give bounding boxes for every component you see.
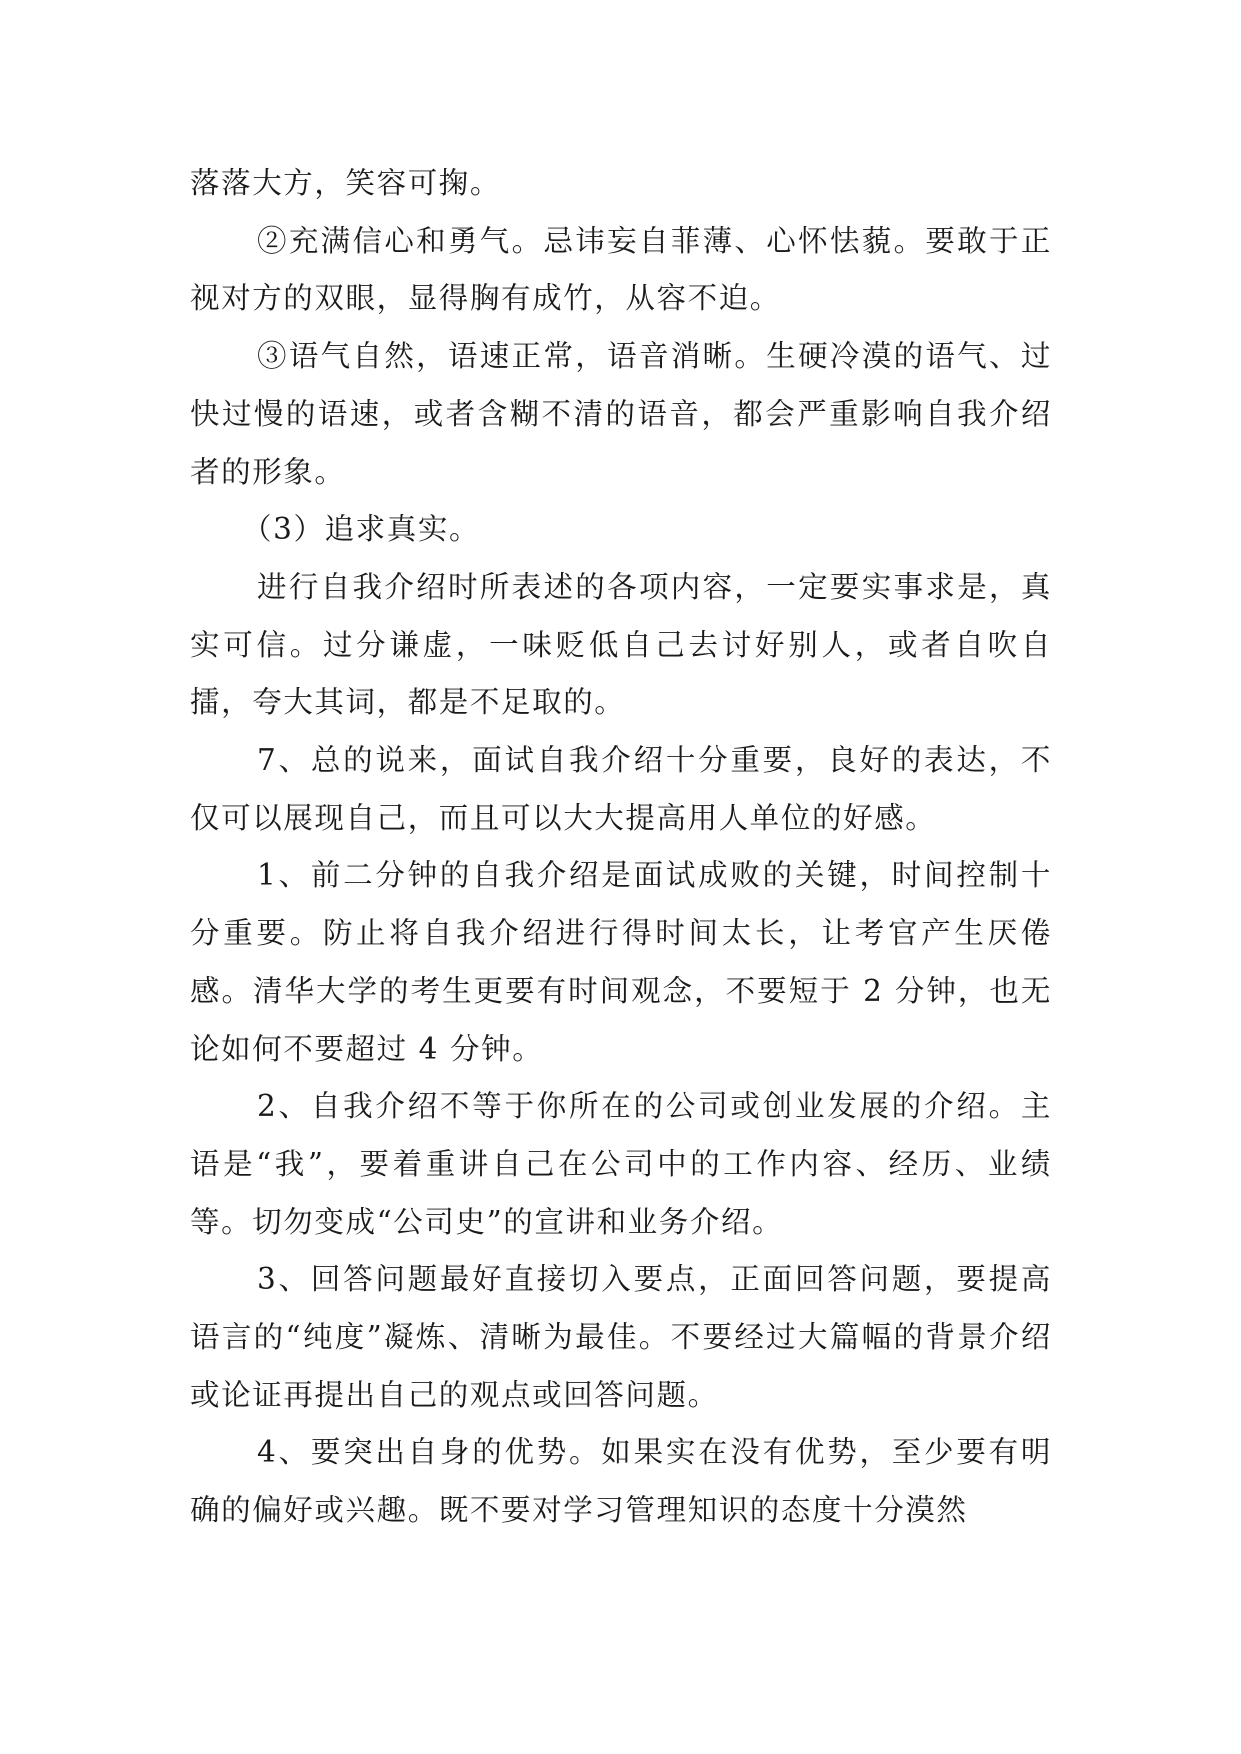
paragraph-truthfulness: 进行自我介绍时所表述的各项内容，一定要实事求是，真实可信。过分谦虚，一味贬低自己去讨好别人，或者自吹自擂，夸大其词，都是不足取的。 bbox=[190, 569, 1052, 720]
paragraph-item-4: 4、要突出自身的优势。如果实在没有优势，至少要有明确的偏好或兴趣。既不要对学习管理知识的态度十分漠然 bbox=[190, 1435, 1052, 1528]
paragraph-point-3: ③语气自然，语速正常，语音消晰。生硬冷漠的语气、过快过慢的语速，或者含糊不清的语音，都会严重影响自我介绍者的形象。 bbox=[190, 339, 1052, 489]
paragraph-item-2: 2、自我介绍不等于你所在的公司或创业发展的介绍。主语是“我”，要着重讲自己在公司中的工作内容、经历、业绩等。切勿变成“公司史”的宣讲和业务介绍。 bbox=[190, 1089, 1052, 1239]
paragraph-item-3: 3、回答问题最好直接切入要点，正面回答问题，要提高语言的“纯度”凝炼、清晰为最佳。不要经过大篇幅的背景介绍或论证再提出自己的观点或回答问题。 bbox=[190, 1262, 1052, 1412]
document-body bbox=[190, 155, 1052, 1540]
paragraph-point-2: ②充满信心和勇气。忌讳妄自菲薄、心怀怯藐。要敢于正视对方的双眼，显得胸有成竹，从容不迫。 bbox=[190, 223, 1052, 316]
paragraph-item-1: 1、前二分钟的自我介绍是面试成败的关键，时间控制十分重要。防止将自我介绍进行得时间太长，让考官产生厌倦感。清华大学的考生更要有时间观念，不要短于 2 分钟，也无论如何不要超过 4 分钟。 bbox=[190, 858, 1052, 1066]
paragraph-continuation: 落落大方，笑容可掬。 bbox=[190, 166, 502, 200]
paragraph-item-7: 7、总的说来，面试自我介绍十分重要，良好的表达，不仅可以展现自己，而且可以大大提高用人单位的好感。 bbox=[190, 743, 1052, 835]
section-heading-3: （3）追求真实。 bbox=[242, 512, 481, 547]
